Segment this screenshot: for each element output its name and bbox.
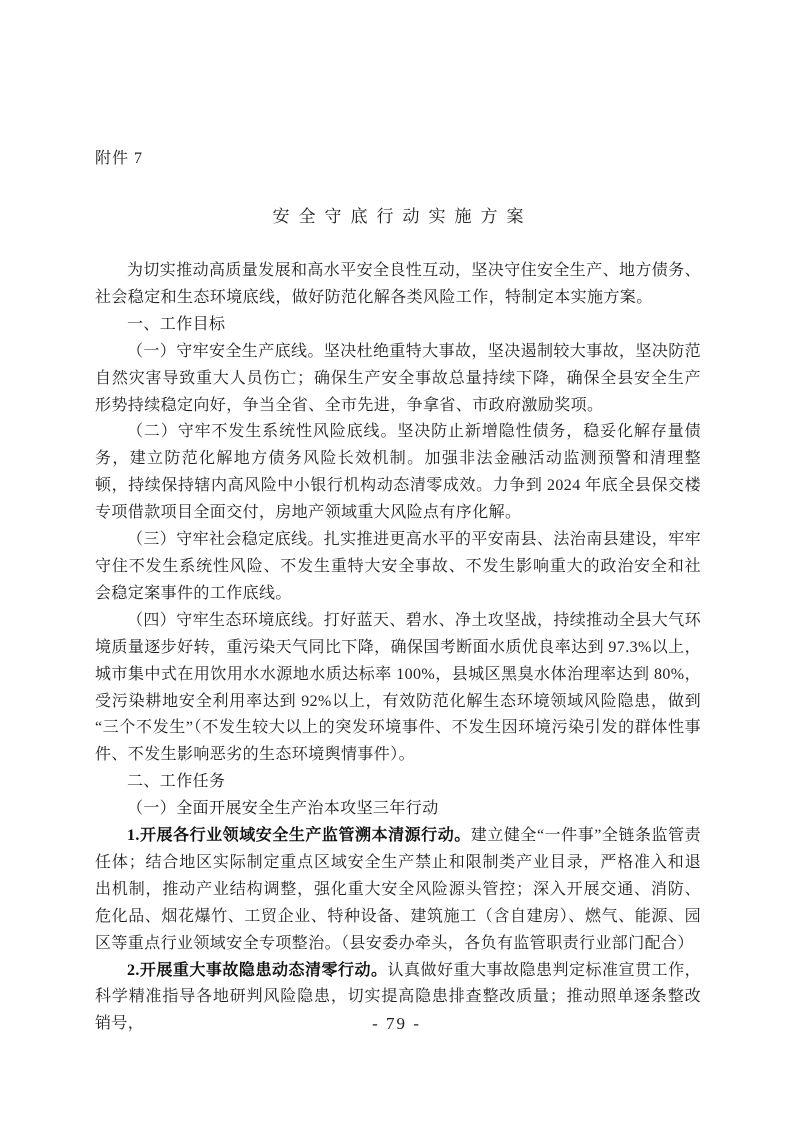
document-title: 安全守底行动实施方案 xyxy=(272,207,533,226)
paragraph-text: 为切实推动高质量发展和高水平安全良性互动，坚决守住安全生产、地方债务、社会稳定和生态环境底线，做好防范化解各类风险工作，特制定本实施方案。 xyxy=(95,262,702,306)
paragraph-text: （三）守牢社会稳定底线。扎实推进更高水平的平安南县、法治南县建设，牢牢守住不发生系统性风险、不发生重特大安全事故、不发生影响重大的政治安全和社会稳定案事件的工作底线。 xyxy=(95,531,702,602)
page-number: - 79 - xyxy=(372,1014,421,1033)
paragraph-lead: 2.开展重大事故隐患动态清零行动。 xyxy=(127,961,388,979)
paragraph-text: 一、工作目标 xyxy=(127,315,226,333)
heading1 xyxy=(95,769,701,796)
paragraph xyxy=(95,419,701,527)
paragraph xyxy=(95,258,701,312)
paragraph-text: （二）守牢不发生系统性风险底线。坚决防止新增隐性债务，稳妥化解存量债务，建立防范化解地方债务风险长效机制。加强非法金融活动监测预警和清理整顿，持续保持辖内高风险中小银行机构动态清零成效。力争到 2024 年底全县保交楼专项借款项目全面交付，房地产领域重大风险点有序化解。 xyxy=(95,423,701,522)
paragraph-text: 二、工作任务 xyxy=(127,773,226,791)
document-body xyxy=(95,258,701,1038)
attachment-label: 附件 7 xyxy=(95,150,144,167)
document-content xyxy=(95,145,701,1038)
paragraph xyxy=(95,608,701,769)
paragraph-lead: 1.开展各行业领域安全生产监管溯本清源行动。 xyxy=(127,827,471,845)
paragraph-text: （一）全面开展安全生产治本攻坚三年行动 xyxy=(127,800,439,818)
paragraph-text: 认真做好重大事故隐患判定标准宣贯工作，科学精准指导各地研判风险隐患，切实提高隐患排查整改质量；推动照单逐条整改销号， xyxy=(95,961,701,1033)
paragraph xyxy=(95,339,701,420)
paragraph xyxy=(95,823,701,958)
paragraph-text: 建立健全“一件事”全链条监管责任体；结合地区实际制定重点区域安全生产禁止和限制类产业目录，严格准入和退出机制，推动产业结构调整，强化重大安全风险源头管控；深入开展交通、消防、危化品、烟花爆竹、工贸企业、特种设备、建筑施工（含自建房）、燃气、能源、园区等重点行业领域安全专项整治。（县安委办牵头，各负有监管职责行业部门配合） xyxy=(95,827,701,952)
heading2 xyxy=(95,796,701,823)
heading1 xyxy=(95,312,701,339)
paragraph-text: （四）守牢生态环境底线。打好蓝天、碧水、净土攻坚战，持续推动全县大气环境质量逐步好转，重污染天气同比下降，确保国考断面水质优良率达到 97.3%以上，城市集中式在用饮用水水源地水质达标率 100%，县城区黑臭水体治理率达到 80%，受污染耕地安全利用率达到 92%以上，有效防范化解生态环境领域风险隐患，做到“三个不发生”（不发生较大以上的突发环境事件、不发生因环境污染引发的群体性事件、不发生影响恶劣的生态环境舆情事件）。 xyxy=(95,611,702,764)
paragraph-text: （一）守牢安全生产底线。坚决杜绝重特大事故，坚决遏制较大事故，坚决防范自然灾害导致重大人员伤亡；确保生产安全事故总量持续下降，确保全县安全生产形势持续稳定向好，争当全省、全市先进，争拿省、市政府激励奖项。 xyxy=(95,342,702,414)
paragraph xyxy=(95,527,701,608)
